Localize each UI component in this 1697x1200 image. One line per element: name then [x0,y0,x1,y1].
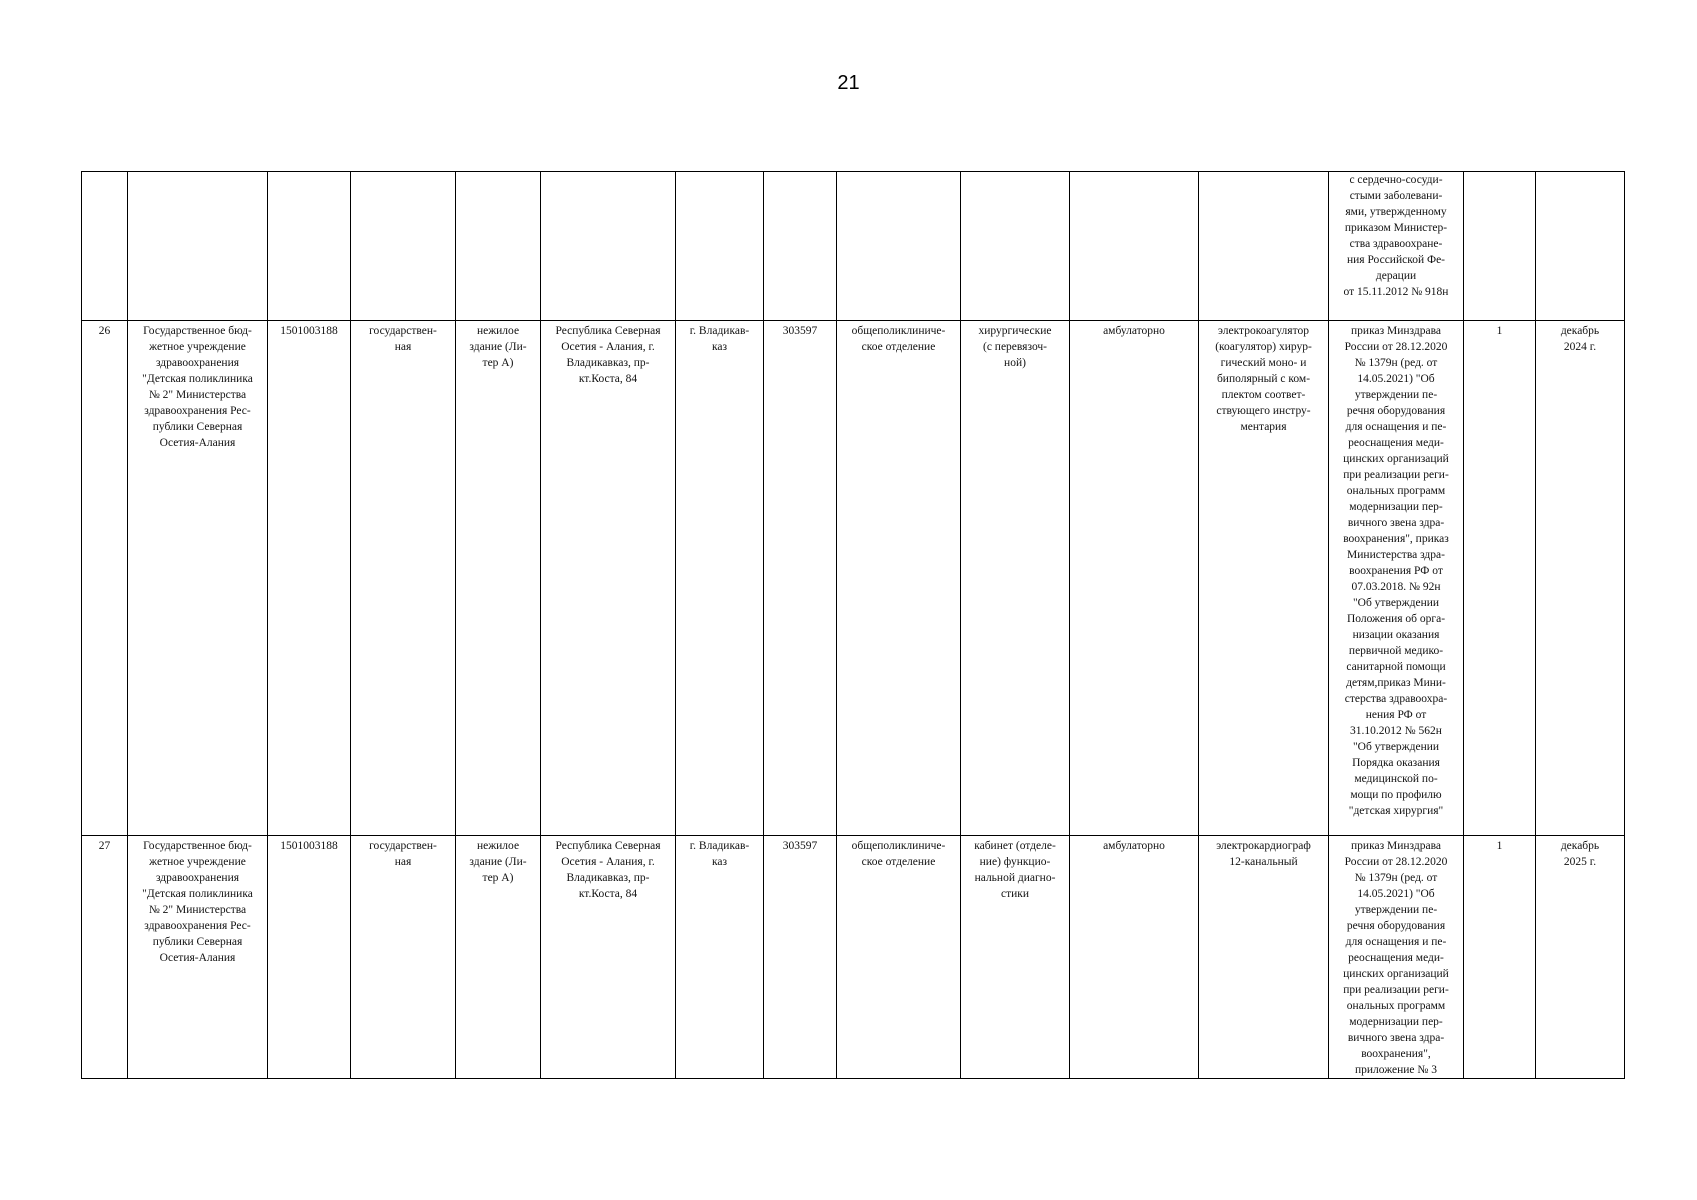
cell-quantity [1464,172,1536,321]
cell-department: общеполиклиниче- ское отделение [837,836,961,1079]
cell-basis: приказ Минздрава России от 28.12.2020 № 1379н (ред. от 14.05.2021) "Об утверждении пе- речня оборудования для оснащения и пе- реоснащения меди- цинских организаций при реализации реги- ональных программ модернизации пер- вичного звена здра- воохранения", приказ Министерства здра- воохранения РФ от 07.03.2018. № 92н "Об утверждении Положения об орга- низации оказания первичной медико- санитарной помощи детям,приказ Мини- стерства здравоохра- нения РФ от 31.10.2012 № 562н "Об утверждении Порядка оказания медицинской по- мощи по профилю "детская хирургия" [1329,321,1464,836]
cell-quantity: 1 [1464,836,1536,1079]
cell-unit [961,172,1070,321]
cell-care-type: амбулаторно [1070,836,1199,1079]
cell-date: декабрь 2024 г. [1536,321,1625,836]
cell-no: 27 [82,836,128,1079]
table-row [82,836,1625,1079]
cell-equipment [1199,172,1329,321]
cell-date [1536,172,1625,321]
cell-equipment: электрокардиограф 12-канальный [1199,836,1329,1079]
cell-basis: приказ Минздрава России от 28.12.2020 № 1379н (ред. от 14.05.2021) "Об утверждении пе- речня оборудования для оснащения и пе- реоснащения меди- цинских организаций при реализации реги- ональных программ модернизации пер- вичного звена здра- воохранения", приложение № 3 [1329,836,1464,1079]
cell-no [82,172,128,321]
cell-address [541,172,676,321]
cell-unit: кабинет (отделе- ние) функцио- нальной диагно- стики [961,836,1070,1079]
cell-city: г. Владикав- каз [676,321,764,836]
cell-code: 303597 [764,321,837,836]
cell-inn [268,172,351,321]
cell-care-type [1070,172,1199,321]
cell-care-type: амбулаторно [1070,321,1199,836]
cell-unit: хирургические (с перевязоч- ной) [961,321,1070,836]
cell-address: Республика Северная Осетия - Алания, г. Владикавказ, пр- кт.Коста, 84 [541,321,676,836]
cell-city [676,172,764,321]
cell-quantity: 1 [1464,321,1536,836]
cell-date: декабрь 2025 г. [1536,836,1625,1079]
cell-department: общеполиклиниче- ское отделение [837,321,961,836]
cell-equipment: электрокоагулятор (коагулятор) хирур- гический моно- и биполярный с ком- плектом соответ- ствующего инстру- ментария [1199,321,1329,836]
cell-city: г. Владикав- каз [676,836,764,1079]
cell-code [764,172,837,321]
cell-building: нежилое здание (Ли- тер А) [456,836,541,1079]
cell-no: 26 [82,321,128,836]
cell-building: нежилое здание (Ли- тер А) [456,321,541,836]
cell-organization: Государственное бюд- жетное учреждение здравоохранения "Детская поликлиника № 2" Министерства здравоохранения Рес- публики Северная Осетия-Алания [128,836,268,1079]
table-row [82,321,1625,836]
cell-inn: 1501003188 [268,836,351,1079]
cell-organization: Государственное бюд- жетное учреждение здравоохранения "Детская поликлиника № 2" Министерства здравоохранения Рес- публики Северная Осетия-Алания [128,321,268,836]
cell-code: 303597 [764,836,837,1079]
cell-organization [128,172,268,321]
cell-department [837,172,961,321]
cell-building [456,172,541,321]
cell-basis: с сердечно-сосуди- стыми заболевани- ями, утвержденному приказом Министер- ства здравоохране- ния Российской Фе- дерации от 15.11.2012 № 918н [1329,172,1464,321]
cell-ownership: государствен- ная [351,321,456,836]
cell-inn: 1501003188 [268,321,351,836]
cell-address: Республика Северная Осетия - Алания, г. Владикавказ, пр- кт.Коста, 84 [541,836,676,1079]
equipment-table [81,171,1625,1079]
cell-ownership: государствен- ная [351,836,456,1079]
table-row-continuation [82,172,1625,321]
cell-ownership [351,172,456,321]
page-number: 21 [837,72,860,94]
